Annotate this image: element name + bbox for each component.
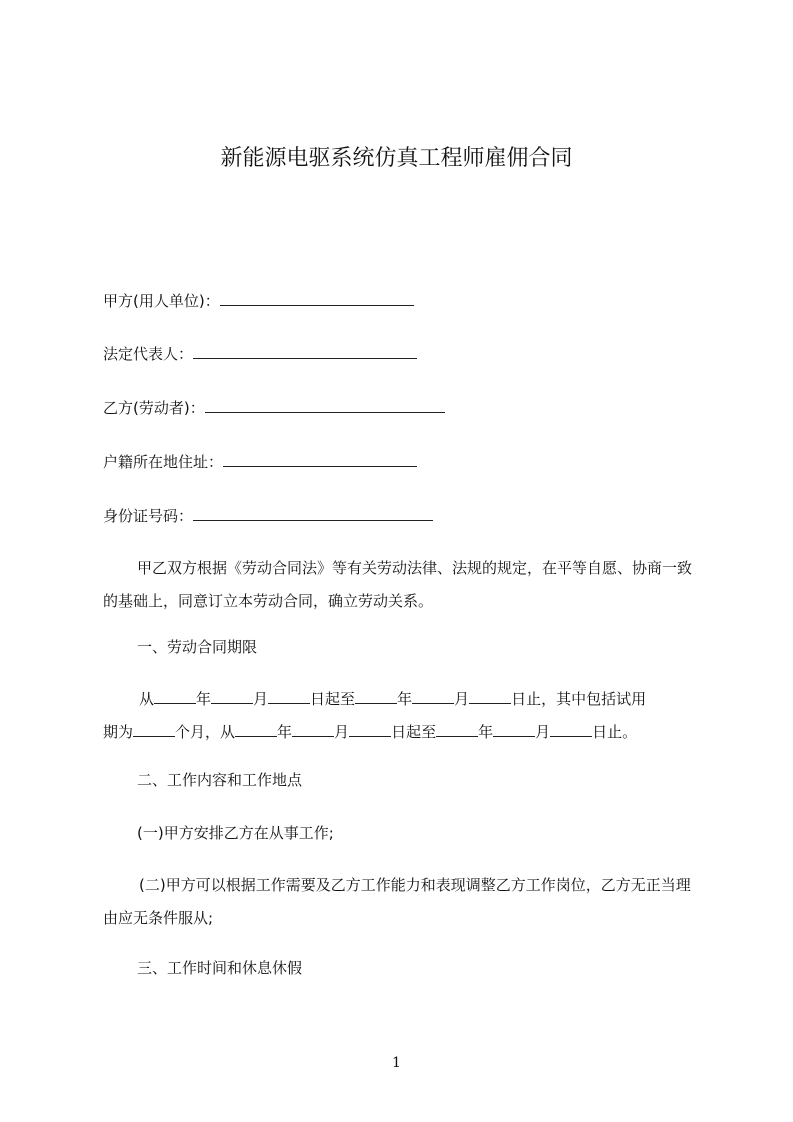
term-year-label: 年 bbox=[277, 723, 293, 741]
term-day-from: 日起至 bbox=[310, 690, 356, 708]
blank-end-month[interactable] bbox=[412, 689, 454, 704]
term-month-label: 月 bbox=[253, 690, 269, 708]
blank-start-day[interactable] bbox=[268, 689, 310, 704]
blank-trial-end-month[interactable] bbox=[493, 722, 535, 737]
field-legal-representative bbox=[103, 343, 703, 365]
field-party-b bbox=[103, 397, 703, 419]
clause-2-2 bbox=[103, 869, 703, 935]
clause-2-1-text: (一)甲方安排乙方在从事工作; bbox=[137, 824, 334, 842]
blank-legal-representative[interactable] bbox=[193, 344, 417, 359]
clause-2-2-text: (二)甲方可以根据工作需要及乙方工作能力和表现调整乙方工作岗位，乙方无正当理由应无条件服从; bbox=[103, 876, 691, 927]
field-label-legal-representative: 法定代表人： bbox=[103, 345, 194, 363]
blank-party-b[interactable] bbox=[205, 398, 445, 413]
term-line-1 bbox=[103, 683, 703, 716]
section-3-heading bbox=[103, 957, 703, 979]
blank-id-number[interactable] bbox=[193, 506, 433, 521]
term-day-end: 日止。 bbox=[592, 723, 638, 741]
term-month-label: 月 bbox=[454, 690, 470, 708]
term-month-label: 月 bbox=[535, 723, 551, 741]
field-label-household-address: 户籍所在地住址： bbox=[103, 453, 224, 471]
blank-start-year[interactable] bbox=[154, 689, 196, 704]
field-id-number bbox=[103, 505, 703, 527]
section-2-heading bbox=[103, 769, 703, 791]
blank-trial-end-year[interactable] bbox=[436, 722, 478, 737]
intro-paragraph bbox=[103, 552, 703, 618]
blank-end-day[interactable] bbox=[469, 689, 511, 704]
field-label-party-b: 乙方(劳动者)： bbox=[103, 399, 205, 417]
blank-household-address[interactable] bbox=[223, 452, 417, 467]
field-household-address bbox=[103, 451, 703, 473]
document-title: 新能源电驱系统仿真工程师雇佣合同 bbox=[220, 146, 573, 171]
field-party-a bbox=[103, 290, 703, 312]
term-year-label: 年 bbox=[478, 723, 494, 741]
blank-trial-start-day[interactable] bbox=[349, 722, 391, 737]
blank-trial-start-month[interactable] bbox=[292, 722, 334, 737]
clause-2-1 bbox=[103, 822, 703, 844]
section-3-heading-text: 三、工作时间和休息休假 bbox=[137, 959, 303, 977]
term-month-label: 月 bbox=[334, 723, 350, 741]
term-line-2 bbox=[103, 716, 703, 749]
field-label-party-a: 甲方(用人单位)： bbox=[103, 292, 220, 310]
blank-end-year[interactable] bbox=[355, 689, 397, 704]
term-from: 从 bbox=[139, 690, 155, 708]
blank-trial-end-day[interactable] bbox=[550, 722, 592, 737]
term-day-from: 日起至 bbox=[391, 723, 437, 741]
blank-party-a[interactable] bbox=[220, 291, 414, 306]
term-period-is: 期为 bbox=[103, 723, 134, 741]
field-label-id-number: 身份证号码： bbox=[103, 507, 194, 525]
blank-trial-start-year[interactable] bbox=[235, 722, 277, 737]
section-1-heading bbox=[103, 636, 703, 658]
page-number: 1 bbox=[392, 1055, 401, 1071]
blank-trial-months[interactable] bbox=[133, 722, 175, 737]
term-day-end-trial: 日止，其中包括试用 bbox=[511, 690, 647, 708]
section-1-heading-text: 一、劳动合同期限 bbox=[137, 638, 258, 656]
term-paragraph bbox=[103, 683, 703, 749]
blank-start-month[interactable] bbox=[211, 689, 253, 704]
intro-text: 甲乙双方根据《劳动合同法》等有关劳动法律、法规的规定，在平等自愿、协商一致的基础上，同意订立本劳动合同，确立劳动关系。 bbox=[103, 559, 693, 610]
section-2-heading-text: 二、工作内容和工作地点 bbox=[137, 771, 303, 789]
term-year-label: 年 bbox=[196, 690, 212, 708]
term-months-from: 个月，从 bbox=[175, 723, 236, 741]
term-year-label: 年 bbox=[397, 690, 413, 708]
